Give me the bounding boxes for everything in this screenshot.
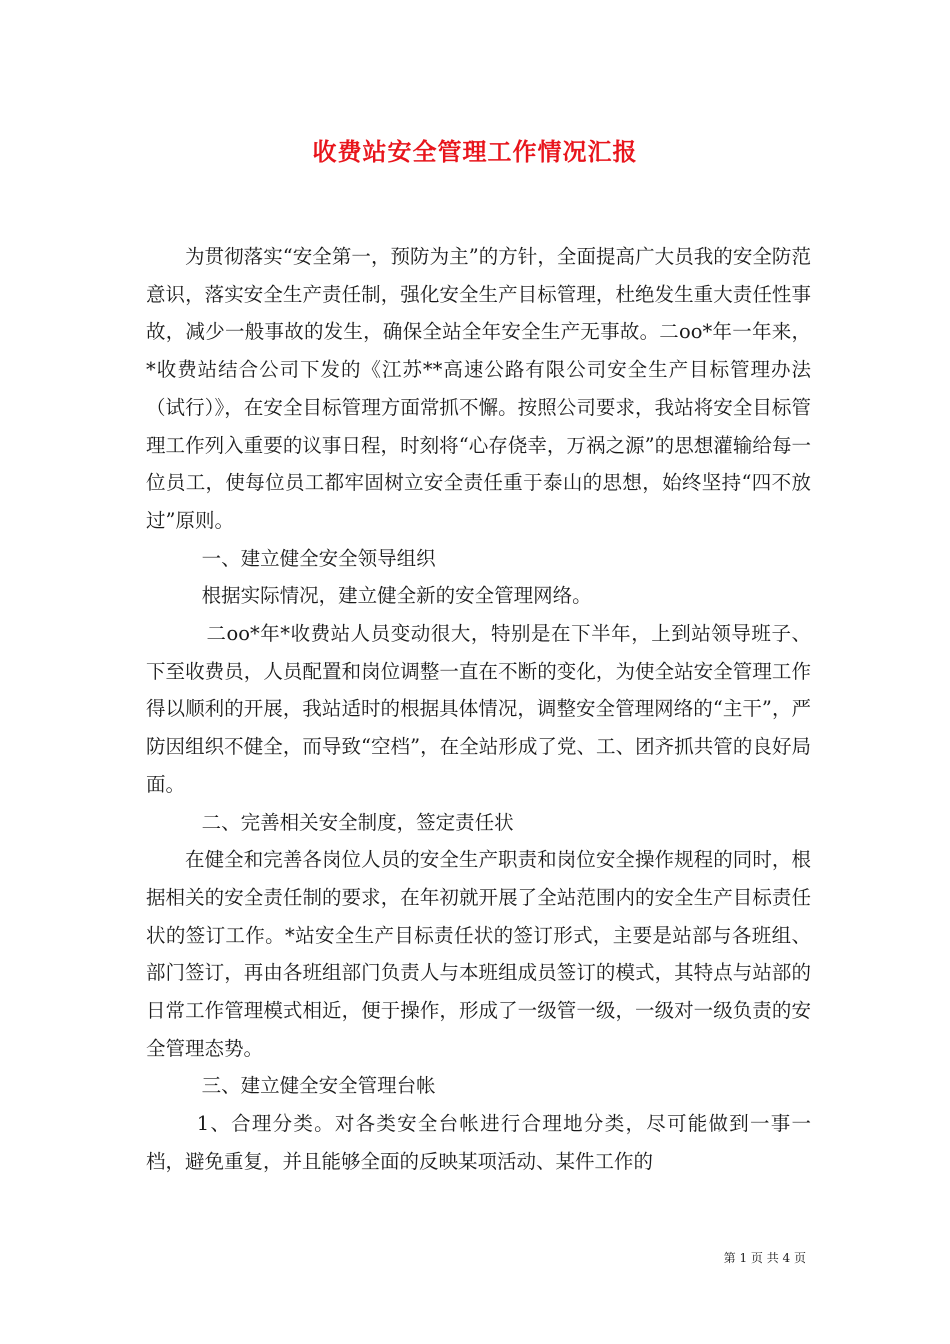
document-title: 收费站安全管理工作情况汇报 — [312, 137, 638, 166]
document-body — [146, 238, 811, 1181]
paragraph-section-1-body: 二oo*年*收费站人员变动很大，特别是在下半年，上到站领导班子、下至收费员，人员配置和岗位调整一直在不断的变化，为使全站安全管理工作得以顺利的开展，我站适时的根据具体情况，调整安全管理网络的“主干”，严防因组织不健全，而导致“空档”，在全站形成了党、工、团齐抓共管的良好局面。 — [146, 622, 811, 796]
section-heading-2: 二、完善相关安全制度，签定责任状 — [201, 810, 514, 834]
paragraph-section-2-body: 在健全和完善各岗位人员的安全生产职责和岗位安全操作规程的同时，根据相关的安全责任制的要求，在年初就开展了全站范围内的安全生产目标责任状的签订工作。*站安全生产目标责任状的签订形式，主要是站部与各班组、部门签订，再由各班组部门负责人与本班组成员签订的模式，其特点与站部的日常工作管理模式相近，便于操作，形成了一级管一级，一级对一级负责的安全管理态势。 — [146, 848, 811, 1060]
section-heading-3: 三、建立健全安全管理台帐 — [201, 1074, 436, 1098]
paragraph-section-1-lead: 根据实际情况，建立健全新的安全管理网络。 — [201, 584, 592, 608]
page-number-footer: 第 1 页 共 4 页 — [723, 1251, 806, 1265]
paragraph-intro: 为贯彻落实“安全第一，预防为主”的方针，全面提高广大员我的安全防范意识，落实安全生产责任制，强化安全生产目标管理，杜绝发生重大责任性事故，减少一般事故的发生，确保全站全年安全生产无事故。二oo*年一年来，*收费站结合公司下发的《江苏**高速公路有限公司安全生产目标管理办法（试行）》，在安全目标管理方面常抓不懈。按照公司要求，我站将安全目标管理工作列入重要的议事日程，时刻将“心存侥幸，万祸之源”的思想灌输给每一位员工，使每位员工都牢固树立安全责任重于泰山的思想，始终坚持“四不放过”原则。 — [146, 245, 811, 532]
section-heading-1: 一、建立健全安全领导组织 — [201, 546, 436, 570]
paragraph-section-3-item-1: 1、合理分类。对各类安全台帐进行合理地分类，尽可能做到一事一档，避免重复，并且能够全面的反映某项活动、某件工作的 — [146, 1112, 811, 1173]
